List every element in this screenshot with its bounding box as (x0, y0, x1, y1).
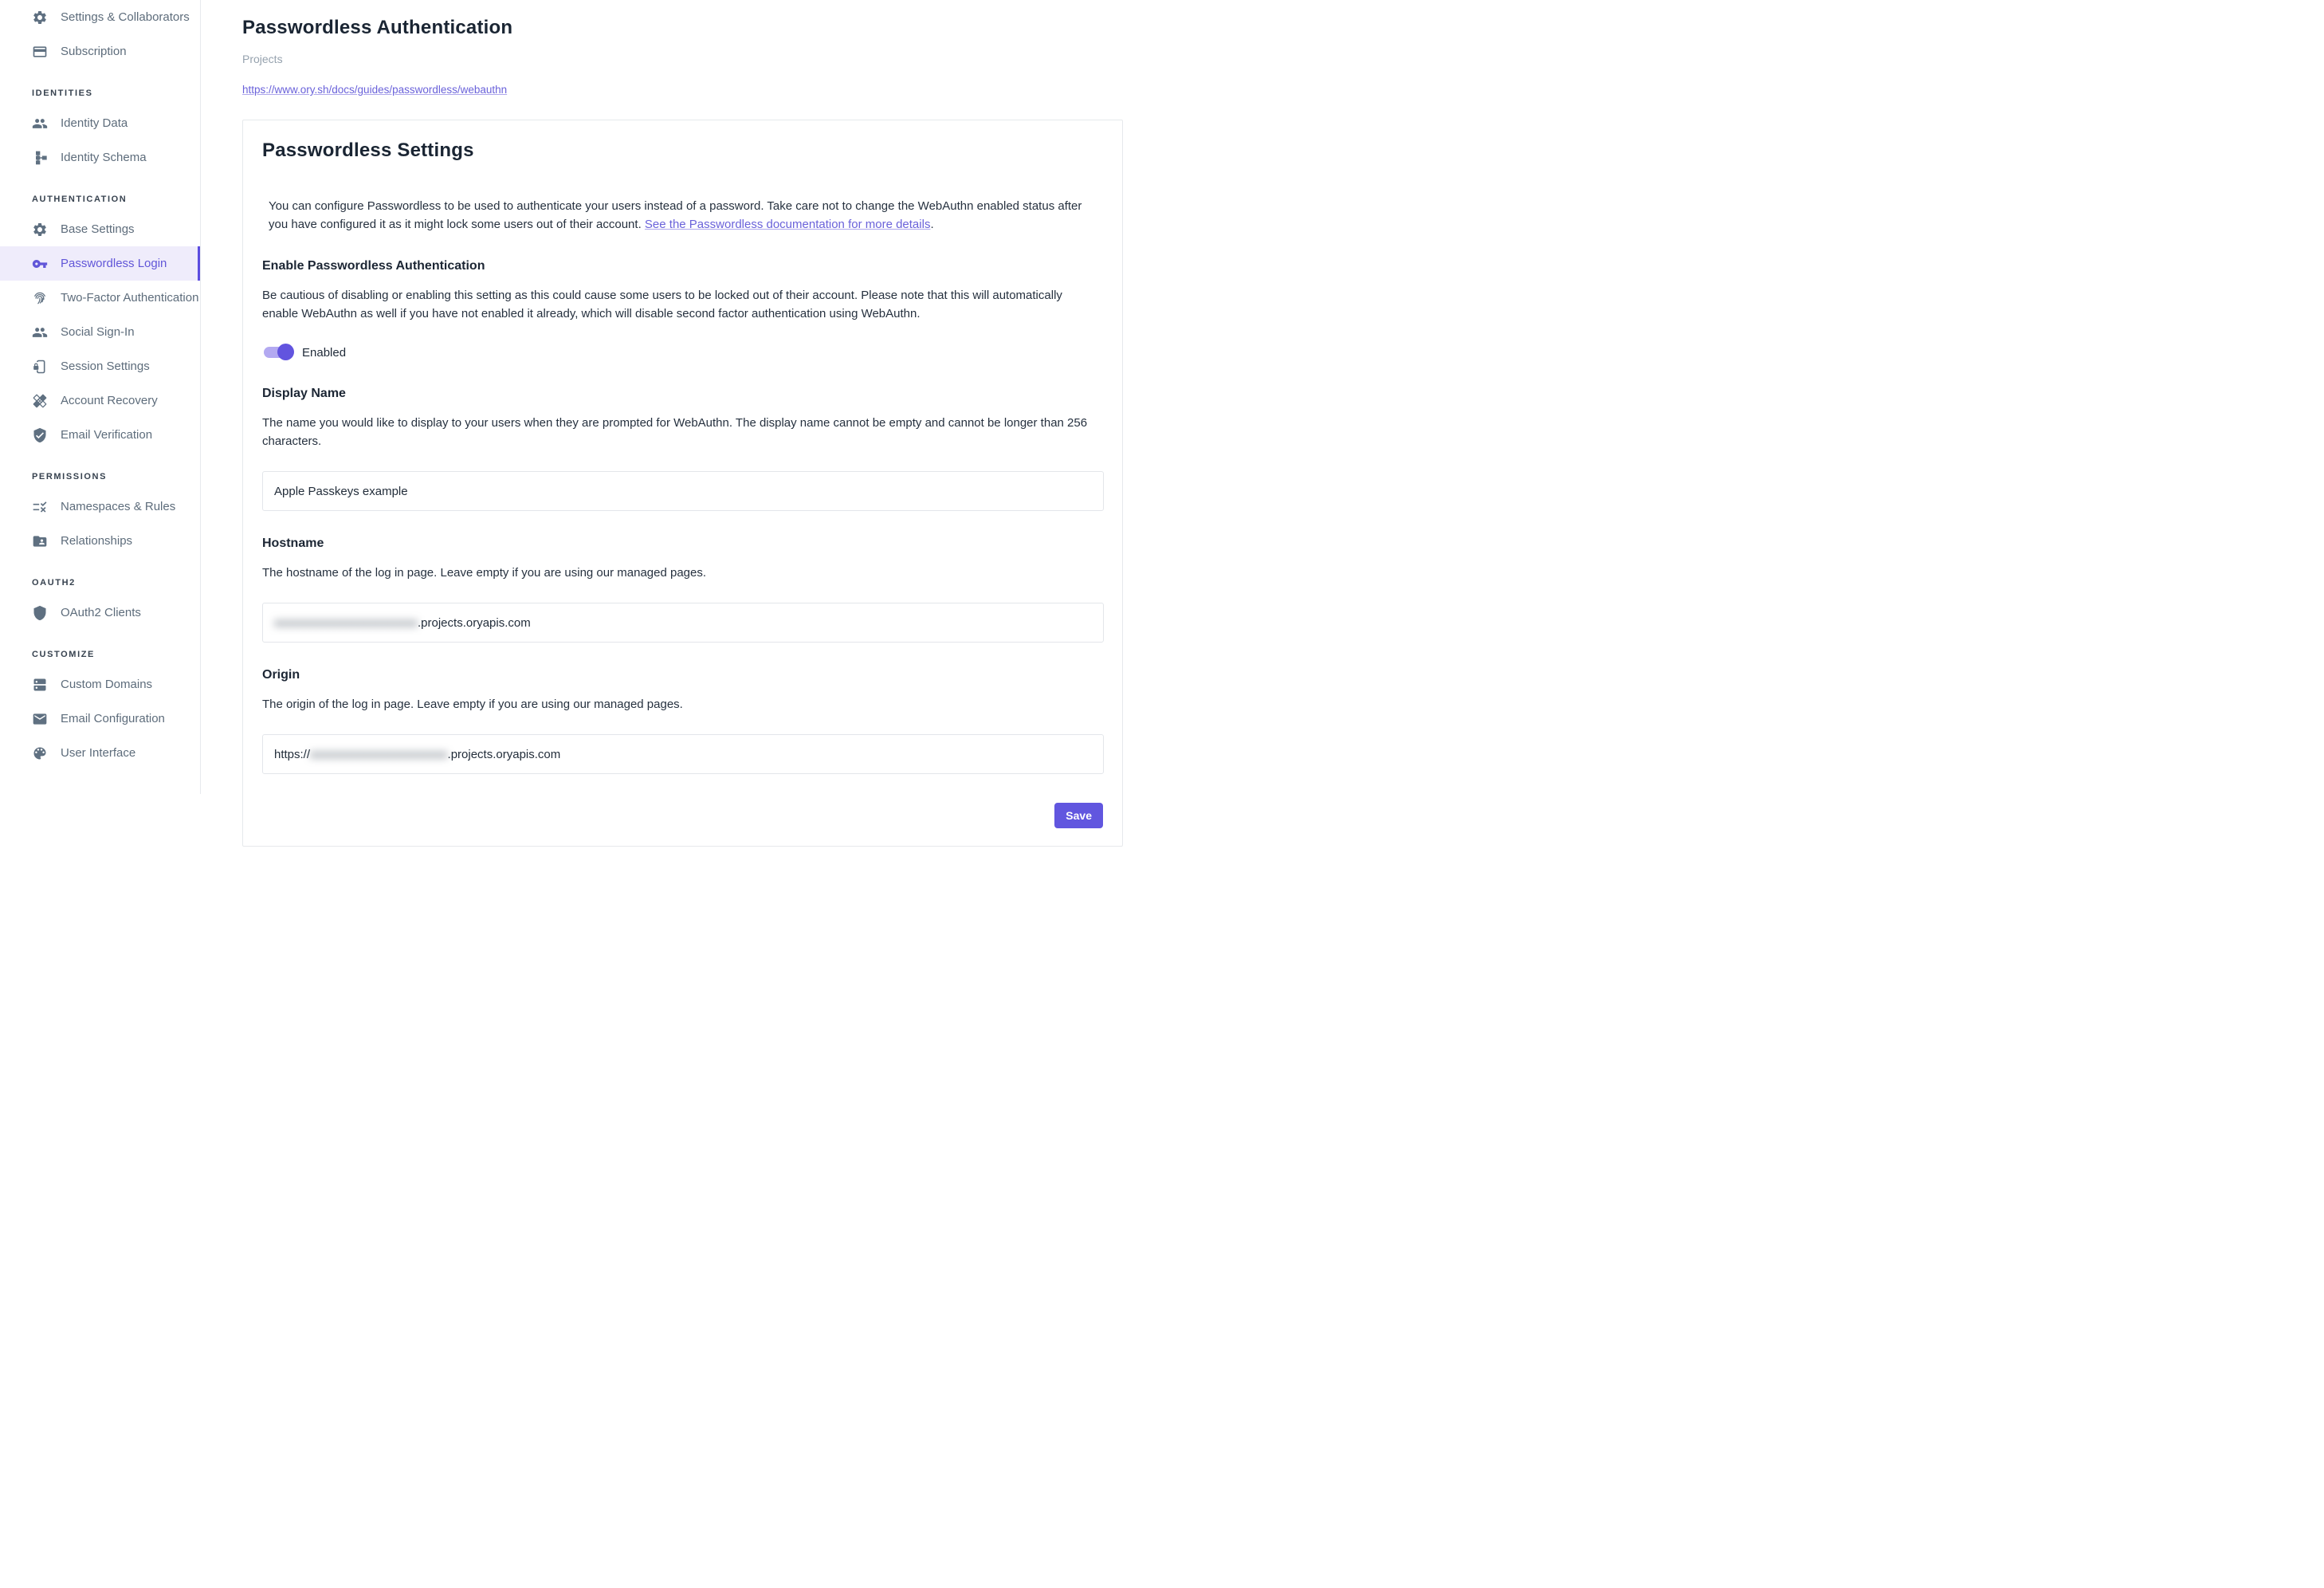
sidebar-item-subscription[interactable] (0, 34, 200, 69)
intro-text-body: You can configure Passwordless to be used to authenticate your users instead of a password. Take care not to change the WebAuthn enabled status after you have configured it as it might lock some users out of their account. (269, 199, 1082, 231)
origin-input[interactable] (262, 734, 1104, 774)
sidebar-item-label: Session Settings (61, 360, 150, 373)
fingerprint-icon (32, 290, 48, 306)
gear-icon (32, 10, 48, 26)
origin-description: The origin of the log in page. Leave empty if you are using our managed pages. (262, 698, 683, 711)
sidebar (0, 0, 201, 794)
sidebar-item-label: Namespaces & Rules (61, 500, 176, 513)
sidebar-item-label: Identity Schema (61, 151, 147, 164)
sidebar-item-social-sign-in[interactable] (0, 315, 200, 349)
sidebar-item-two-factor[interactable] (0, 281, 200, 315)
sidebar-item-label: Settings & Collaborators (61, 10, 190, 24)
toggle-label: Enabled (302, 345, 347, 360)
hostname-redacted-value: xxxxxxxxxxxxxxxxxxxxxxxx (274, 615, 418, 630)
sidebar-item-email-verification[interactable] (0, 418, 200, 452)
sidebar-item-label: Account Recovery (61, 394, 158, 407)
sidebar-section-oauth2: OAUTH2 (32, 578, 76, 588)
sidebar-item-custom-domains[interactable] (0, 667, 200, 702)
sidebar-section-permissions: PERMISSIONS (32, 472, 108, 482)
sidebar-item-email-configuration[interactable] (0, 702, 200, 736)
sidebar-item-account-recovery[interactable] (0, 383, 200, 418)
shield-check-icon (32, 427, 48, 443)
save-button[interactable]: Save (1054, 803, 1103, 828)
sidebar-item-label: Base Settings (61, 222, 135, 236)
shield-icon (32, 605, 48, 621)
sidebar-item-label: Relationships (61, 534, 133, 548)
sidebar-item-user-interface[interactable] (0, 736, 200, 770)
sidebar-item-oauth2-clients[interactable] (0, 596, 200, 630)
display-name-description: The name you would like to display to your users when they are prompted for WebAuthn. The display name cannot be empty and cannot be longer than 256 characters. (262, 416, 1088, 448)
intro-text (269, 197, 1102, 234)
main-content (201, 0, 1162, 822)
display-name-input[interactable] (262, 471, 1104, 511)
enable-heading: Enable Passwordless Authentication (262, 259, 485, 273)
card-title: Passwordless Settings (262, 140, 474, 161)
sidebar-item-label: User Interface (61, 746, 136, 760)
sidebar-item-settings-collaborators[interactable] (0, 0, 200, 34)
display-name-value: Apple Passkeys example (274, 484, 408, 498)
sidebar-item-relationships[interactable] (0, 524, 200, 558)
docs-link[interactable]: https://www.ory.sh/docs/guides/passwordless/webauthn (242, 84, 508, 96)
sidebar-item-label: OAuth2 Clients (61, 606, 141, 619)
sidebar-item-label: Passwordless Login (61, 257, 167, 270)
page-title: Passwordless Authentication (242, 17, 513, 38)
palette-icon (32, 745, 48, 761)
display-name-heading: Display Name (262, 387, 346, 400)
passwordless-docs-link[interactable]: See the Passwordless documentation for more details (644, 218, 931, 231)
hostname-input[interactable] (262, 603, 1104, 643)
hostname-suffix: .projects.oryapis.com (418, 615, 531, 630)
app-window (0, 0, 1162, 822)
intro-text-suffix: . (930, 218, 934, 231)
hostname-heading: Hostname (262, 537, 324, 550)
origin-redacted-value: xxxxxxxxxxxxxxxxxxxxxxx (310, 747, 448, 761)
server-icon (32, 677, 48, 693)
people-icon (32, 116, 48, 132)
breadcrumb: Projects (242, 53, 283, 65)
save-row (262, 803, 1103, 828)
sidebar-item-identity-data[interactable] (0, 106, 200, 140)
sidebar-item-label: Email Configuration (61, 712, 165, 725)
rule-icon (32, 499, 48, 515)
toggle-thumb (277, 344, 294, 360)
hostname-description: The hostname of the log in page. Leave empty if you are using our managed pages. (262, 566, 707, 580)
sidebar-item-label: Social Sign-In (61, 325, 135, 339)
origin-suffix: .projects.oryapis.com (447, 747, 561, 761)
sidebar-item-namespaces-rules[interactable] (0, 489, 200, 524)
origin-heading: Origin (262, 668, 300, 682)
bandage-icon (32, 393, 48, 409)
sidebar-item-label: Identity Data (61, 116, 128, 130)
sidebar-item-session-settings[interactable] (0, 349, 200, 383)
sidebar-item-label: Subscription (61, 45, 127, 58)
people-icon (32, 324, 48, 340)
phone-lock-icon (32, 359, 48, 375)
sidebar-item-identity-schema[interactable] (0, 140, 200, 175)
passwordless-toggle[interactable] (264, 347, 291, 358)
sidebar-item-label: Custom Domains (61, 678, 153, 691)
credit-card-icon (32, 44, 48, 60)
sidebar-item-base-settings[interactable] (0, 212, 200, 246)
enable-description: Be cautious of disabling or enabling this setting as this could cause some users to be locked out of their account. Please note that this will automatically enable WebAuthn as well if you have not enabled it already, which will disable second factor authentication using WebAuthn. (262, 289, 1062, 320)
origin-prefix: https:// (274, 747, 311, 761)
sidebar-item-passwordless-login[interactable] (0, 246, 200, 281)
sidebar-section-customize: CUSTOMIZE (32, 650, 95, 659)
sidebar-section-identities: IDENTITIES (32, 88, 93, 98)
schema-icon (32, 150, 48, 166)
passwordless-settings-card (242, 120, 1123, 847)
sidebar-section-authentication: AUTHENTICATION (32, 195, 128, 204)
envelope-icon (32, 711, 48, 727)
sidebar-item-label: Email Verification (61, 428, 153, 442)
gear-icon (32, 222, 48, 238)
sidebar-item-label: Two-Factor Authentication (61, 291, 199, 305)
enable-toggle-row (262, 344, 1103, 361)
key-icon (32, 256, 48, 272)
folder-user-icon (32, 533, 48, 549)
